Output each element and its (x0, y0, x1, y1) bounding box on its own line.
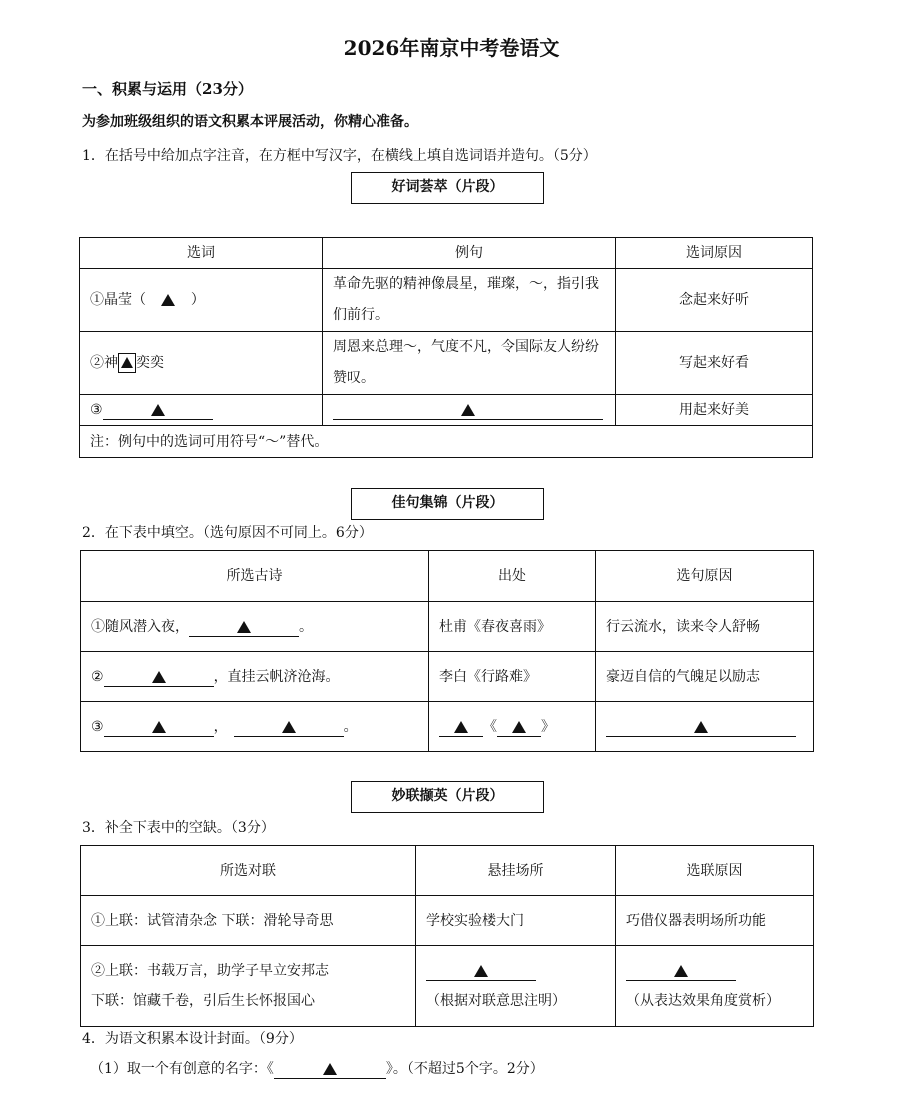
reason-cell: 念起来好听 (616, 269, 813, 332)
section-intro: 为参加班级组织的语文积累本评展活动，你精心准备。 (82, 114, 418, 130)
poem-text: ③ (91, 718, 104, 735)
reason-cell: 行云流水，读来令人舒畅 (596, 602, 814, 652)
example-cell: 革命先驱的精神像晨星，璀璨，～，指引我们前行。 (323, 269, 616, 332)
word-prefix: ②神 (90, 355, 118, 371)
triangle-icon (151, 404, 165, 416)
triangle-icon (161, 294, 175, 306)
triangle-icon (512, 721, 526, 733)
triangle-icon (152, 721, 166, 733)
source-cell: 李白《行路难》 (429, 652, 596, 702)
poem-text: 。 (299, 618, 313, 635)
word-cell (80, 269, 323, 332)
header-cell: 选词原因 (616, 238, 813, 269)
q2-prompt: 2．在下表中填空。（选句原因不可同上。6分） (82, 525, 373, 541)
sentence-blank[interactable] (333, 400, 603, 420)
poem-text: ② (91, 668, 104, 685)
q1-table (79, 237, 813, 458)
note-cell: 注：例句中的选词可用符号“～”替代。 (80, 426, 813, 458)
header-cell: 例句 (323, 238, 616, 269)
q1-prompt: 1．在括号中给加点字注音，在方框中写汉字，在横线上填自选词语并造句。（5分） (82, 148, 597, 164)
q4-sub1 (90, 1058, 544, 1079)
poem-cell (81, 652, 429, 702)
author-blank[interactable] (439, 717, 483, 737)
place-cell (416, 946, 616, 1027)
word-cell (80, 332, 323, 395)
q4-sub1-prefix: （1）取一个有创意的名字：《 (90, 1061, 274, 1077)
poem-blank[interactable] (104, 717, 214, 737)
example-cell (323, 395, 616, 426)
table-row (81, 702, 814, 752)
place-cell: 学校实验楼大门 (416, 896, 616, 946)
triangle-icon (237, 621, 251, 633)
reason-cell: 用起来好美 (616, 395, 813, 426)
triangle-icon (694, 721, 708, 733)
source-bracket: 《 (483, 718, 497, 735)
poem-blank[interactable] (104, 667, 214, 687)
poem-text: ①随风潜入夜， (91, 618, 189, 635)
word-suffix: 奕奕 (136, 355, 164, 371)
poem-cell (81, 602, 429, 652)
table-row (80, 395, 813, 426)
word-suffix: ） (190, 292, 205, 308)
table-row (81, 602, 814, 652)
word-blank[interactable] (103, 400, 213, 420)
poem-text: 。 (343, 718, 358, 735)
reason-cell: 巧借仪器表明场所功能 (616, 896, 814, 946)
triangle-icon (121, 357, 133, 368)
reason-cell (596, 702, 814, 752)
couplet-line: ②上联：书载万言，助学子早立安邦志 (91, 963, 329, 979)
q3-box-title: 妙联撷英（片段） (351, 781, 544, 813)
reason-cell (616, 946, 814, 1027)
pinyin-blank[interactable] (150, 285, 186, 315)
table-row (80, 269, 813, 332)
poem-blank[interactable] (189, 617, 299, 637)
poem-text: ，直挂云帆济沧海。 (213, 668, 340, 685)
q2-box-title: 佳句集锦（片段） (351, 488, 544, 520)
header-cell: 选词 (80, 238, 323, 269)
q4-prompt: 4．为语文积累本设计封面。（9分） (82, 1031, 303, 1047)
header-cell: 悬挂场所 (416, 846, 616, 896)
q1-box-title: 好词荟萃（片段） (351, 172, 544, 204)
table-header-row (81, 846, 814, 896)
q4-sub1-suffix: 》。（不超过5个字。2分） (385, 1061, 544, 1077)
reason-hint: （从表达效果角度赏析） (626, 993, 780, 1009)
triangle-icon (674, 965, 688, 977)
word-prefix: ③ (90, 402, 103, 418)
reason-blank[interactable] (626, 961, 736, 981)
source-bracket: 》 (541, 718, 555, 735)
page-title: 2026年南京中考卷语文 (343, 36, 560, 60)
poem-text: ， (213, 718, 228, 735)
triangle-icon (454, 721, 468, 733)
section-heading: 一、积累与运用（23分） (82, 80, 253, 98)
source-cell: 杜甫《春夜喜雨》 (429, 602, 596, 652)
name-blank[interactable] (274, 1059, 386, 1079)
triangle-icon (461, 404, 475, 416)
triangle-icon (323, 1063, 337, 1075)
place-hint: （根据对联意思注明） (426, 993, 566, 1009)
word-cell (80, 395, 323, 426)
table-row (81, 896, 814, 946)
place-blank[interactable] (426, 961, 536, 981)
reason-blank[interactable] (606, 717, 796, 737)
triangle-icon (474, 965, 488, 977)
table-row (81, 652, 814, 702)
table-header-row (80, 238, 813, 269)
header-cell: 选联原因 (616, 846, 814, 896)
header-cell: 出处 (429, 551, 596, 602)
couplet-line: 下联：馆藏千卷，引后生长怀报国心 (91, 993, 315, 1009)
poem-blank[interactable] (234, 717, 344, 737)
table-row (81, 946, 814, 1027)
triangle-icon (282, 721, 296, 733)
word-prefix: ①晶莹（ (90, 292, 146, 308)
source-cell (429, 702, 596, 752)
triangle-icon (152, 671, 166, 683)
header-cell: 所选古诗 (81, 551, 429, 602)
reason-cell: 豪迈自信的气魄足以励志 (596, 652, 814, 702)
character-box[interactable] (118, 353, 136, 373)
poem-cell (81, 702, 429, 752)
table-header-row (81, 551, 814, 602)
header-cell: 选句原因 (596, 551, 814, 602)
q3-table (80, 845, 814, 1027)
couplet-cell (81, 946, 416, 1027)
title-blank[interactable] (497, 717, 541, 737)
note-row (80, 426, 813, 458)
q2-table (80, 550, 814, 752)
header-cell: 所选对联 (81, 846, 416, 896)
reason-cell: 写起来好看 (616, 332, 813, 395)
example-cell: 周恩来总理～，气度不凡，令国际友人纷纷赞叹。 (323, 332, 616, 395)
couplet-cell: ①上联：试管清杂念 下联：滑轮导奇思 (81, 896, 416, 946)
q3-prompt: 3．补全下表中的空缺。（3分） (82, 820, 275, 836)
table-row (80, 332, 813, 395)
